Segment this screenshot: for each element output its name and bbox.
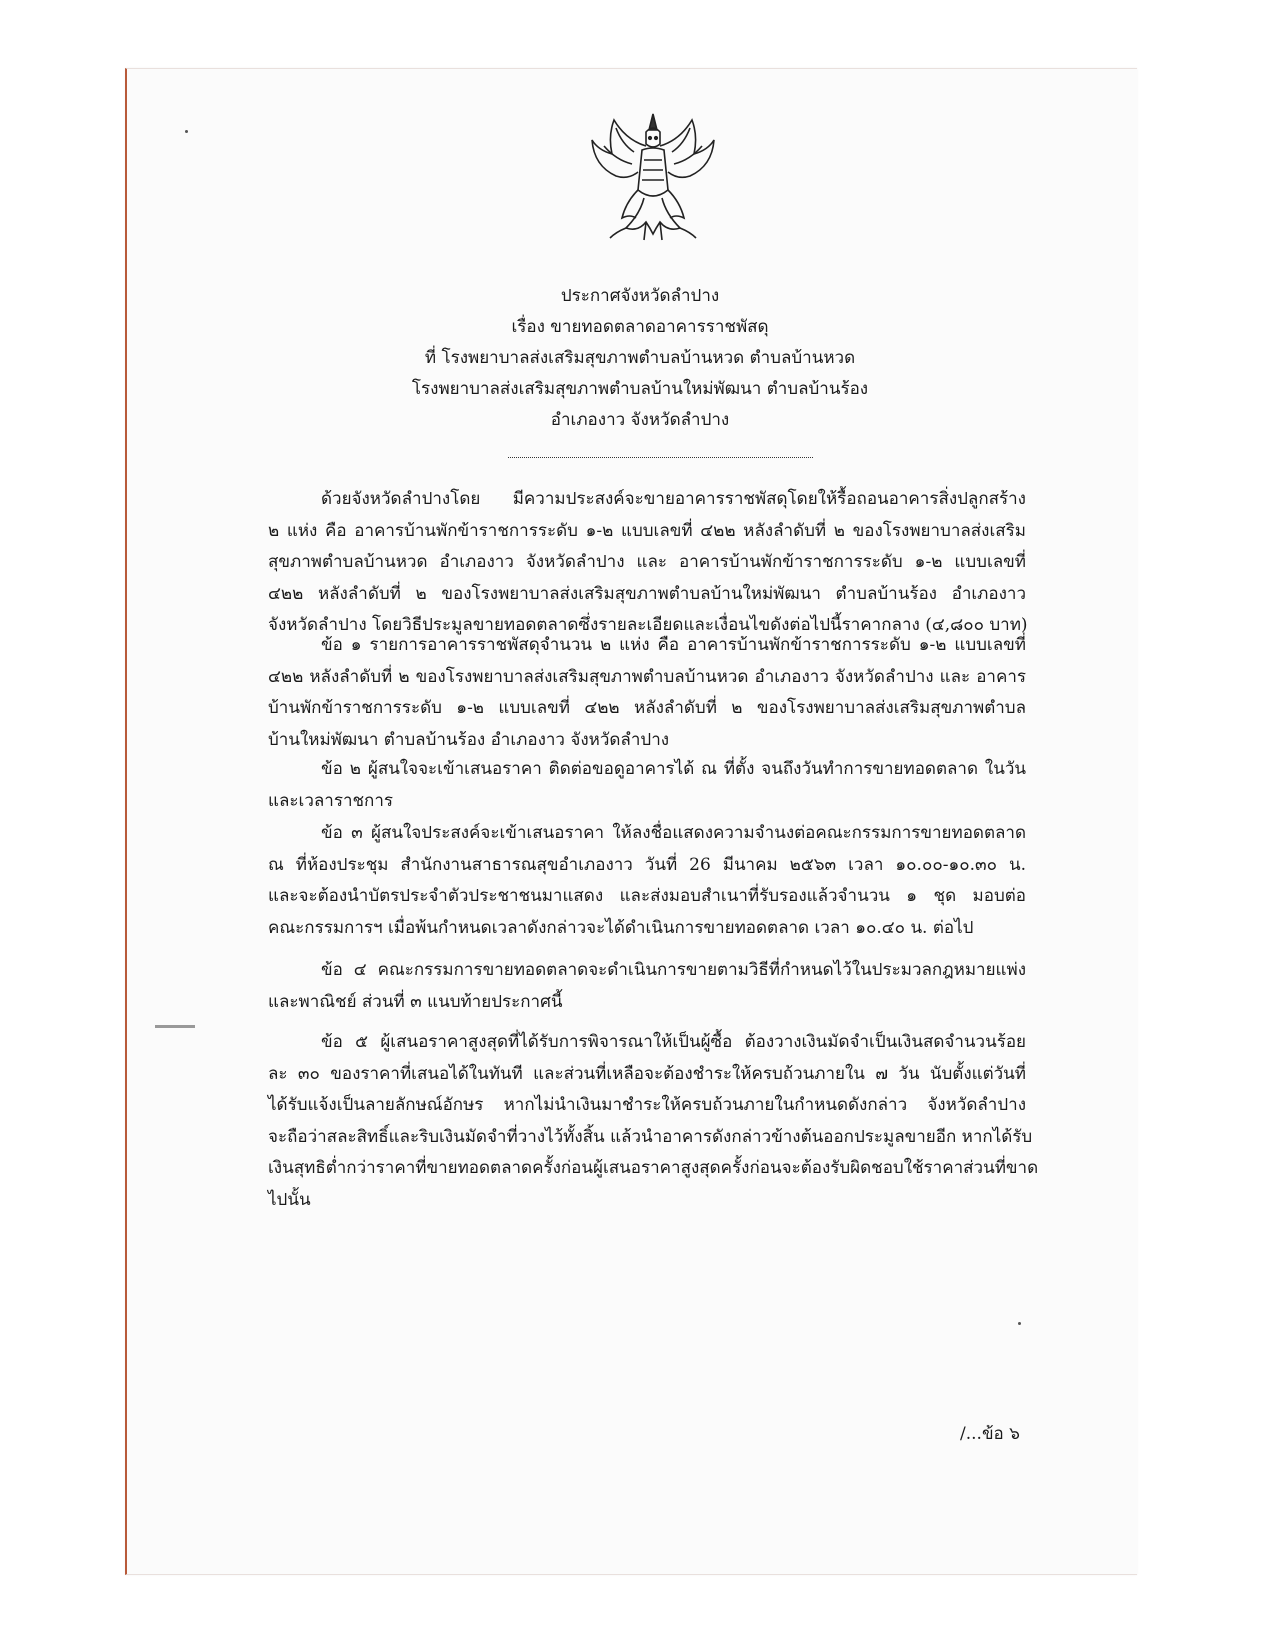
item-3-line: คณะกรรมการฯ เมื่อพ้นกำหนดเวลาดังกล่าวจะได้ดำเนินการขายทอดตลาด เวลา ๑๐.๔๐ น. ต่อไป bbox=[268, 917, 974, 938]
intro-paragraph bbox=[268, 484, 1026, 642]
item-1-line: บ้านใหม่พัฒนา ตำบลบ้านร้อง อำเภองาว จังหวัดลำปาง bbox=[268, 729, 670, 750]
item-5-line: ไปนั้น bbox=[268, 1189, 311, 1210]
item-4-paragraph bbox=[268, 955, 1026, 1018]
item-5-paragraph bbox=[268, 1027, 1039, 1216]
garuda-emblem-icon bbox=[586, 110, 721, 245]
intro-line: ๔๒๒ หลังลำดับที่ ๒ ของโรงพยาบาลส่งเสริมสุขภาพตำบลบ้านใหม่พัฒนา ตำบลบ้านร้อง อำเภองาว bbox=[268, 583, 1026, 604]
heading-location-1: ที่ โรงพยาบาลส่งเสริมสุขภาพตำบลบ้านหวด ตำบลบ้านหวด bbox=[424, 348, 856, 368]
item-2-line: และเวลาราชการ bbox=[268, 790, 394, 811]
item-4-line: ข้อ ๔ คณะกรรมการขายทอดตลาดจะดำเนินการขายตามวิธีที่กำหนดไว้ในประมวลกฎหมายแพ่ง bbox=[321, 960, 1026, 980]
scan-speck bbox=[155, 1025, 195, 1028]
item-3-paragraph bbox=[268, 818, 1026, 944]
intro-line: สุขภาพตำบลบ้านหวด อำเภองาว จังหวัดลำปาง และ อาคารบ้านพักข้าราชการระดับ ๑-๒ แบบเลขที่ bbox=[268, 552, 1026, 572]
item-5-line: จะถือว่าสละสิทธิ์และริบเงินมัดจำที่วางไว้ทั้งสิ้น แล้วนำอาคารดังกล่าวข้างต้นออกประมูลขายอีก หากได้รับ bbox=[268, 1126, 1033, 1147]
item-2-line: ข้อ ๒ ผู้สนใจจะเข้าเสนอราคา ติดต่อขอดูอาคารได้ ณ ที่ตั้ง จนถึงวันทำการขายทอดตลาด ในวัน bbox=[321, 759, 1026, 779]
item-1-line: ข้อ ๑ รายการอาคารราชพัสดุจำนวน ๒ แห่ง คือ อาคารบ้านพักข้าราชการระดับ ๑-๒ แบบเลขที่ bbox=[321, 635, 1026, 655]
heading-district: อำเภองาว จังหวัดลำปาง bbox=[550, 410, 730, 430]
heading-divider bbox=[508, 457, 813, 458]
heading-title: ประกาศจังหวัดลำปาง bbox=[560, 286, 720, 306]
item-4-line: และพาณิชย์ ส่วนที่ ๓ แนบท้ายประกาศนี้ bbox=[268, 991, 563, 1012]
item-1-line: บ้านพักข้าราชการระดับ ๑-๒ แบบเลขที่ ๔๒๒ หลังลำดับที่ ๒ ของโรงพยาบาลส่งเสริมสุขภาพตำบล bbox=[268, 698, 1026, 718]
scan-speck bbox=[1018, 1322, 1021, 1325]
intro-line: ด้วยจังหวัดลำปางโดย มีความประสงค์จะขายอาคารราชพัสดุโดยให้รื้อถอนอาคารสิ่งปลูกสร้าง bbox=[321, 489, 1026, 509]
item-3-line: ณ ที่ห้องประชุม สำนักงานสาธารณสุขอำเภองาว วันที่ 26 มีนาคม ๒๕๖๓ เวลา ๑๐.๐๐-๑๐.๓๐ น. bbox=[268, 854, 1026, 875]
item-5-line: ข้อ ๕ ผู้เสนอราคาสูงสุดที่ได้รับการพิจารณาให้เป็นผู้ซื้อ ต้องวางเงินมัดจำเป็นเงินสดจำนวนร้อย bbox=[321, 1032, 1026, 1052]
heading-subject: เรื่อง ขายทอดตลาดอาคารราชพัสดุ bbox=[511, 317, 769, 337]
announcement-heading bbox=[300, 281, 980, 436]
item-5-line: ละ ๓๐ ของราคาที่เสนอได้ในทันที และส่วนที่เหลือจะต้องชำระให้ครบถ้วนภายใน ๗ วัน นับตั้งแต่วันที่ bbox=[268, 1063, 1026, 1084]
item-3-line: และจะต้องนำบัตรประจำตัวประชาชนมาแสดง และส่งมอบสำเนาที่รับรองแล้วจำนวน ๑ ชุด มอบต่อ bbox=[268, 886, 1026, 906]
continuation-note: /...ข้อ ๖ bbox=[960, 1424, 1020, 1444]
item-5-line: ได้รับแจ้งเป็นลายลักษณ์อักษร หากไม่นำเงินมาชำระให้ครบถ้วนภายในกำหนดดังกล่าว จังหวัดลำปาง bbox=[268, 1095, 1026, 1115]
item-1-paragraph bbox=[268, 630, 1026, 756]
heading-location-2: โรงพยาบาลส่งเสริมสุขภาพตำบลบ้านใหม่พัฒนา ตำบลบ้านร้อง bbox=[411, 379, 869, 399]
scan-speck bbox=[185, 130, 188, 133]
item-3-line: ข้อ ๓ ผู้สนใจประสงค์จะเข้าเสนอราคา ให้ลงชื่อแสดงความจำนงต่อคณะกรรมการขายทอดตลาด bbox=[321, 823, 1026, 843]
item-5-line: เงินสุทธิต่ำกว่าราคาที่ขายทอดตลาดครั้งก่อนผู้เสนอราคาสูงสุดครั้งก่อนจะต้องรับผิดชอบใช้ราคาส่วนที่ขาด bbox=[268, 1158, 1039, 1178]
intro-line: จังหวัดลำปาง โดยวิธีประมูลขายทอดตลาดซึ่งรายละเอียดและเงื่อนไขดังต่อไปนี้ราคากลาง (๔,๘๐๐ บาท) bbox=[268, 615, 1028, 635]
intro-line: ๒ แห่ง คือ อาคารบ้านพักข้าราชการระดับ ๑-๒ แบบเลขที่ ๔๒๒ หลังลำดับที่ ๒ ของโรงพยาบาลส่งเสริม bbox=[268, 520, 1026, 541]
item-2-paragraph bbox=[268, 754, 1026, 817]
item-1-line: ๔๒๒ หลังลำดับที่ ๒ ของโรงพยาบาลส่งเสริมสุขภาพตำบลบ้านหวด อำเภองาว จังหวัดลำปาง และ อาคาร bbox=[268, 666, 1026, 687]
